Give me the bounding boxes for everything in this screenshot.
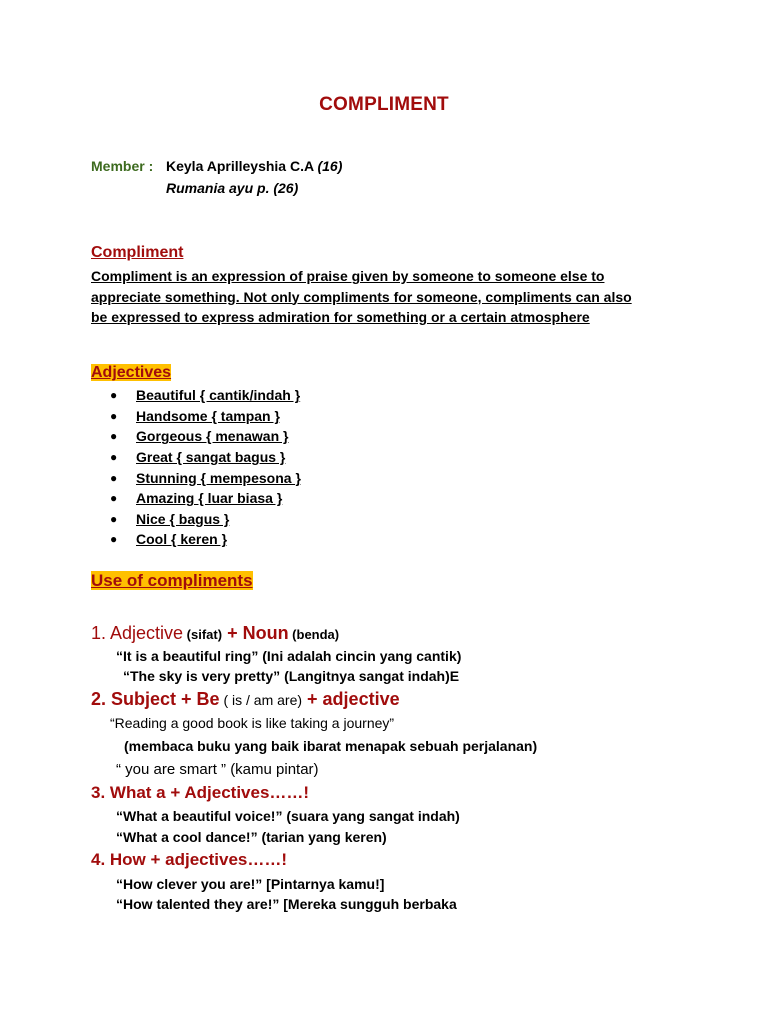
list-item xyxy=(110,447,301,468)
pattern-2-part: ( is / am are) xyxy=(219,692,303,708)
pattern-1-part: (benda) xyxy=(288,627,340,642)
member-second xyxy=(166,180,298,196)
pattern-1-part: 1. Adjective xyxy=(91,623,184,643)
pattern-1-part: + Noun xyxy=(222,623,289,643)
list-item xyxy=(110,385,301,406)
adjectives-list xyxy=(110,385,301,550)
pattern-2-part: + adjective xyxy=(302,689,400,709)
bullet-icon: ● xyxy=(110,388,118,403)
adjective-text: Amazing { luar biasa } xyxy=(136,490,283,507)
adjective-text: Cool { keren } xyxy=(136,531,228,548)
definition-line: be expressed to express admiration for something or a certain atmosphere xyxy=(91,309,590,325)
bullet-icon: ● xyxy=(110,532,118,547)
adjective-text: Gorgeous { menawan } xyxy=(136,428,289,445)
pattern-4-example: “How talented they are!” [Mereka sungguh berbaka xyxy=(116,896,457,912)
member-second-name: Rumania ayu p. (26) xyxy=(166,180,299,196)
document-title: COMPLIMENT xyxy=(319,94,449,115)
member-first-number: (16) xyxy=(317,158,343,174)
pattern-1-example: “It is a beautiful ring” (Ini adalah cincin yang cantik) xyxy=(116,648,462,664)
bullet-icon: ● xyxy=(110,408,118,423)
bullet-icon: ● xyxy=(110,511,118,526)
adjective-text: Stunning { mempesona } xyxy=(136,469,301,486)
pattern-3-heading: 3. What a + Adjectives……! xyxy=(91,783,310,802)
bullet-icon: ● xyxy=(110,450,118,465)
adjectives-heading xyxy=(91,364,171,382)
list-item xyxy=(110,426,301,447)
list-item xyxy=(110,406,301,427)
pattern-2-part: 2. Subject + Be xyxy=(91,689,220,709)
list-item xyxy=(110,467,301,488)
pattern-4-heading: 4. How + adjectives……! xyxy=(91,850,288,869)
pattern-2-example: (membaca buku yang baik ibarat menapak sebuah perjalanan) xyxy=(124,738,538,754)
list-item xyxy=(110,529,301,550)
adjective-text: Beautiful { cantik/indah } xyxy=(136,387,301,404)
use-heading-text: Use of compliments xyxy=(91,571,253,590)
adjective-text: Handsome { tampan } xyxy=(136,407,280,424)
pattern-1-part: (sifat) xyxy=(183,627,223,642)
adjectives-heading-text: Adjectives xyxy=(91,364,172,381)
pattern-4-example: “How clever you are!” [Pintarnya kamu!] xyxy=(116,876,385,892)
definition-line: appreciate something. Not only compliments for someone, compliments can also xyxy=(91,288,632,305)
pattern-3-example: “What a beautiful voice!” (suara yang sangat indah) xyxy=(116,808,460,824)
pattern-1-heading xyxy=(91,623,339,644)
pattern-2-heading xyxy=(91,689,400,710)
member-first xyxy=(166,158,342,174)
definition-paragraph xyxy=(91,266,691,328)
pattern-2-example: “ you are smart ” (kamu pintar) xyxy=(116,761,319,778)
bullet-icon: ● xyxy=(110,429,118,444)
bullet-icon: ● xyxy=(110,470,118,485)
pattern-1-example: “The sky is very pretty” (Langitnya sangat indah)E xyxy=(123,668,460,684)
definition-heading: Compliment xyxy=(91,244,184,261)
adjective-text: Nice { bagus } xyxy=(136,510,230,527)
list-item xyxy=(110,488,301,509)
definition-line: Compliment is an expression of praise given by someone to someone else to xyxy=(91,268,605,284)
use-heading xyxy=(91,571,253,591)
pattern-2-example: “Reading a good book is like taking a journey” xyxy=(110,715,395,731)
list-item xyxy=(110,509,301,530)
pattern-3-example: “What a cool dance!” (tarian yang keren) xyxy=(116,829,387,845)
bullet-icon: ● xyxy=(110,491,118,506)
adjective-text: Great { sangat bagus } xyxy=(136,449,286,466)
member-first-name: Keyla Aprilleyshia C.A xyxy=(166,158,314,174)
member-label: Member : xyxy=(91,158,154,174)
